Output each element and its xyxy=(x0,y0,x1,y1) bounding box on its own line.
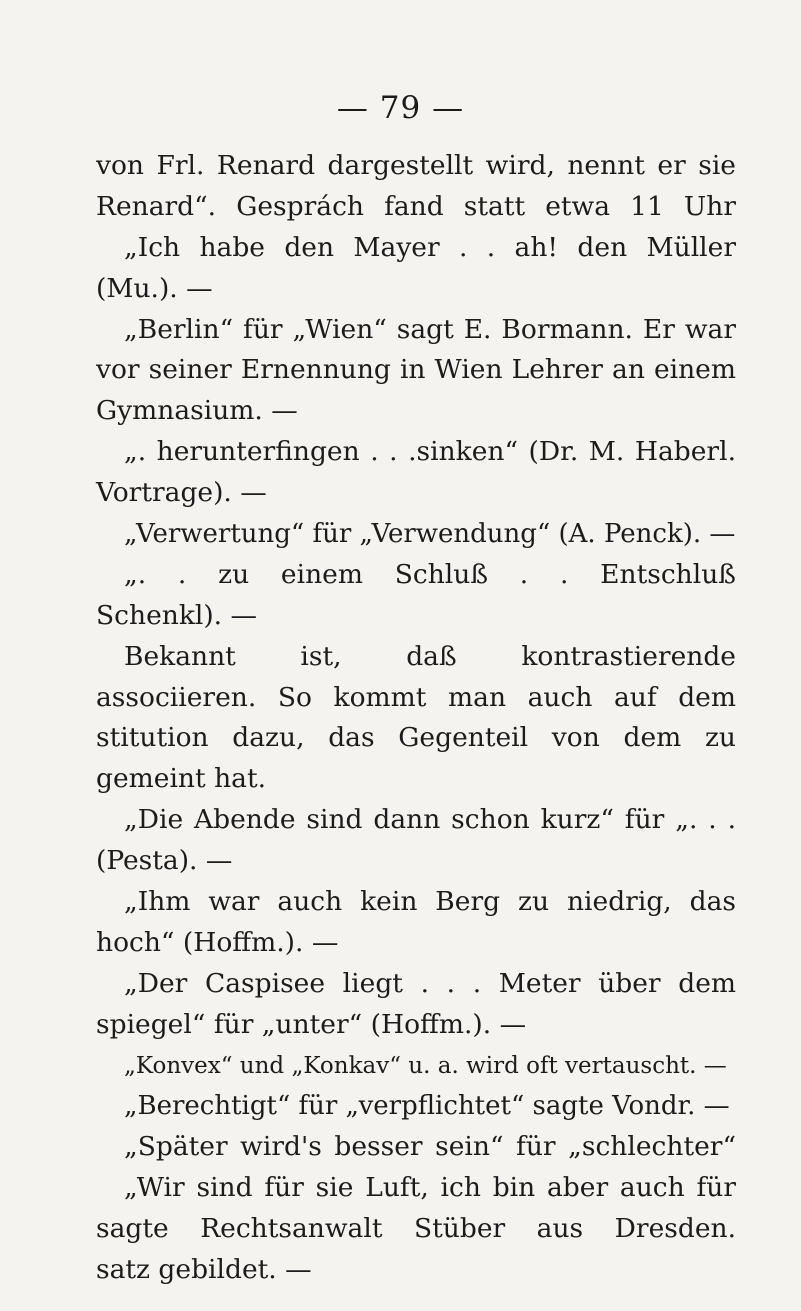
text-line: „Berechtigt“ für „verpflichtet“ sagte Vondr. — xyxy=(124,1091,730,1122)
text-line: Schenkl). — xyxy=(96,599,258,631)
text-line: „Verwertung“ für „Verwendung“ (A. Penck). — xyxy=(124,519,736,550)
text-line: „Berlin“ für „Wien“ sagt E. Bormann. Er war xyxy=(124,313,736,345)
text-line: „. herunterfingen . . .sinken“ (Dr. M. Haberl. xyxy=(124,436,736,468)
text-line: Gymnasium. — xyxy=(96,395,298,427)
text-line: „Ihm war auch kein Berg zu niedrig, das xyxy=(124,886,736,918)
text-line: „Der Caspisee liegt . . . Meter über dem xyxy=(124,967,736,999)
text-line: „Ich habe den Mayer . . ah! den Müller xyxy=(124,231,736,263)
page-body-text xyxy=(96,146,736,1291)
text-line: „Wir sind für sie Luft, ich bin aber auch für xyxy=(124,1172,736,1204)
text-line: satz gebildet. — xyxy=(96,1254,312,1286)
text-line: vor seiner Ernennung in Wien Lehrer an einem xyxy=(96,354,736,386)
text-line: Renard“. Gesprách fand statt etwa 11 Uhr xyxy=(96,190,736,222)
text-line: sagte Rechtsanwalt Stüber aus Dresden. xyxy=(96,1213,736,1245)
text-line: gemeint hat. xyxy=(96,763,267,795)
text-line: associieren. So kommt man auch auf dem xyxy=(96,681,736,713)
text-line: von Frl. Renard dargestellt wird, nennt er sie xyxy=(96,150,736,181)
text-line: „Die Abende sind dann schon kurz“ für „. . . xyxy=(124,804,736,836)
page-number: — 79 — xyxy=(336,90,465,126)
text-line: (Mu.). — xyxy=(96,272,213,304)
text-line: „Später wird's besser sein“ für „schlechter“ xyxy=(124,1131,736,1163)
text-line: spiegel“ für „unter“ (Hoffm.). — xyxy=(96,1008,527,1040)
text-line: (Pesta). — xyxy=(96,845,233,877)
text-line: „. . zu einem Schluß . . Entschluß xyxy=(124,558,736,590)
text-line: Vortrage). — xyxy=(96,477,267,509)
text-line: „Konvex“ und „Konkav“ u. a. wird oft vertauscht. — xyxy=(124,1052,727,1079)
text-line: Bekannt ist, daß kontrastierende xyxy=(124,640,736,672)
text-line: hoch“ (Hoffm.). — xyxy=(96,926,339,958)
text-line: stitution dazu, das Gegenteil von dem zu xyxy=(96,722,736,754)
